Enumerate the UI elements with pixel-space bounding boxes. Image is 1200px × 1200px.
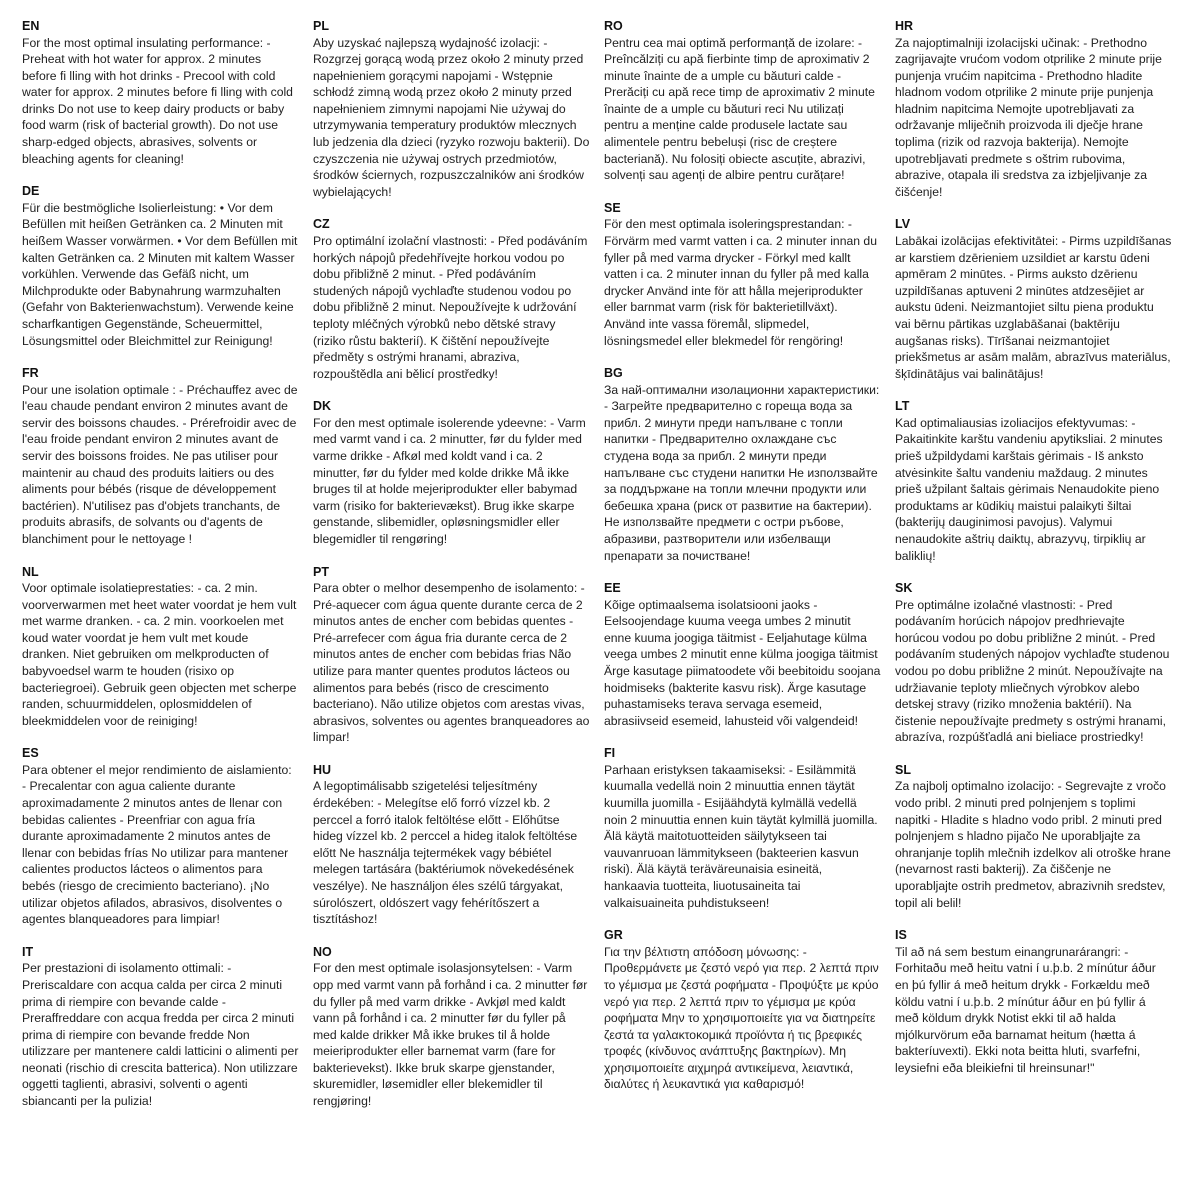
lang-block-ee [604, 580, 881, 729]
lang-text: За най-оптимални изолационни характеристики: - Загрейте предварително с гореща вода за прибл. 2 минути преди напълване с топли напитки - Предварително охлаждане със студена вода за прибл. 2 минути преди напълване със студени напитки Не използвайте за поддържане на топли млечни продукти или бебешка храна (риск от развитие на бактерии). Не използвайте предмети с остри ръбове, абразиви, разтворители или избелващи препарати за почистване! [604, 382, 880, 563]
lang-block-lv [895, 216, 1172, 382]
lang-block-hr [895, 18, 1172, 200]
lang-code: HR [895, 19, 914, 33]
lang-block-es [22, 745, 299, 927]
lang-code: HU [313, 762, 332, 777]
lang-code: CZ [313, 217, 330, 232]
column-4 [895, 18, 1186, 1200]
lang-text: Kõige optimaalsema isolatsiooni jaoks - Eelsoojendage kuuma veega umbes 2 minutit enne kuuma joogiga täitmist - Eeljahutage külma veega umbes 2 minutit enne külma joogiga täitmist Ärge kasutage piimatoodete või beebitoidu soojana hoidmiseks (bakterite kasvu risk). Ärge kasutage puhastamiseks terava servaga esemeid, abrasiivseid esemeid, lahusteid või valgendeid! [604, 597, 881, 728]
lang-code: PL [313, 19, 329, 33]
lang-text: Για την βέλτιστη απόδοση μόνωσης: - Προθερμάνετε με ζεστό νερό για περ. 2 λεπτά πριν το γέμισμα με ζεστά ροφήματα - Προψύξτε με κρύο νερό για περ. 2 λεπτά πριν το γέμισμα με κρύα ροφήματα Μην το χρησιμοποιείτε για να διατηρείτε ζεστά τα γαλακτοκομικά προϊόντα ή τις βρεφικές τροφές (κίνδυνος ανάπτυξης βακτηρίων). Μη χρησιμοποιείτε αιχμηρά αντικείμενα, λειαντικά, διαλύτες ή λευκαντικά για καθαρισμό! [604, 944, 879, 1092]
lang-text: Pre optimálne izolačné vlastnosti: - Pred podávaním horúcich nápojov predhrievajte horúcou vodou po dobu približne 2 minút. - Pred podávaním studených nápojov vychlaďte studenou vodou po dobu približne 2 minút. Nepoužívajte na udržiavanie teploty mliečnych výrobkov alebo detskej stravy (riziko množenia baktérií). Na čistenie nepoužívajte predmety s ostrými hranami, abrazíva, rozpúšťadlá ani bieliace prostriedky! [895, 597, 1170, 745]
lang-text: Per prestazioni di isolamento ottimali: - Preriscaldare con acqua calda per circa 2 minuti prima di riempire con bevande calde - Preraffreddare con acqua fredda per circa 2 minuti prima di riempire con bevande fredde Non utilizzare per mantenere caldi latticini o alimenti per neonati (rischio di crescita batterica). Non utilizzare oggetti taglienti, abrasivi, solventi o agenti sbiancanti per la pulizia! [22, 961, 299, 1109]
lang-text: Para obter o melhor desempenho de isolamento: - Pré-aquecer com água quente durante cerca de 2 minutos antes de encher com bebidas quentes - Pré-arrefecer com água fria durante cerca de 2 minutos antes de encher com bebidas frias Não utilize para manter quentes produtos lácteos ou alimentos para bebés (risco de crescimento bacteriano). Não utilize objetos com arestas vivas, abrasivos, solventes ou agentes branqueadores ao limpar! [313, 581, 590, 745]
lang-block-nl [22, 564, 299, 730]
column-2 [313, 18, 604, 1200]
lang-code: PT [313, 564, 329, 579]
lang-text: Pentru cea mai optimă performanță de izolare: - Preîncălziți cu apă fierbinte timp de aproximativ 2 minute înainte de a umple cu băuturi calde - Prerăciți cu apă rece timp de aproximativ 2 minute înainte de a umple cu băuturi reci Nu utilizați pentru a menține calde produsele lactate sau alimentele pentru bebeluși (risc de creștere bacteriană). Nu folosiți obiecte ascuțite, abrazivi, solvenți sau agenți de albire pentru curățare! [604, 35, 875, 183]
lang-code: IS [895, 928, 907, 943]
lang-block-dk [313, 398, 590, 547]
lang-text: Labākai izolācijas efektivitātei: - Pirms uzpildīšanas ar karstiem dzērieniem uzsildiet ar karstu ūdeni apmēram 2 minūtes. - Pirms auksto dzērienu uzpildīšanas aptuveni 2 minūtes atdzesējiet ar aukstu ūdeni. Neizmantojiet siltu piena produktu vai bērnu pārtikas uzglabāšanai (baktēriju augšanas risks). Tīrīšanai neizmantojiet priekšmetus ar asām malām, abrazīvus materiālus, šķīdinātājus vai balinātājus! [895, 233, 1172, 381]
lang-text: Za najoptimalniji izolacijski učinak: - Prethodno zagrijavajte vrućom vodom otprilike 2 minute prije punjenja vrućim napitcima - Prethodno hladite hladnom vodom otprilike 2 minute prije punjenja hladnim napitcima Nemojte upotrebljavati za održavanje mliječnih proizvoda ili dječje hrane toplima (rizik od razvoja bakterija). Nemojte upotrebljavati predmete s oštrim rubovima, abrazive, otapala ili sredstva za izbjeljivanje za čišćenje! [895, 35, 1162, 199]
lang-block-se [604, 200, 881, 349]
lang-text: Parhaan eristyksen takaamiseksi: - Esilämmitä kuumalla vedellä noin 2 minuuttia ennen täytät kuumilla juomilla - Esijäähdytä kylmällä vedellä noin 2 minuuttia ennen kuin täytät kylmillä juomilla. Älä käytä maitotuotteiden säilytykseen tai vauvanruoan lämmitykseen (bakteerien kasvun riski). Älä käytä teräväreunaisia esineitä, hankaavia tuotteita, liuotusaineita tai valkaisuaineita puhdistukseen! [604, 762, 878, 910]
lang-block-fi [604, 745, 881, 911]
lang-block-ro [604, 18, 881, 184]
lang-code: RO [604, 19, 623, 33]
lang-block-it [22, 944, 299, 1110]
lang-block-sk [895, 580, 1172, 746]
lang-text: Za najbolj optimalno izolacijo: - Segrevajte z vročo vodo pribl. 2 minuti pred polnjenjem s toplimi napitki - Hladite s hladno vodo pribl. 2 minuti pred polnjenjem s hladno pijačo Ne uporabljajte za ohranjanje toplih mlečnih izdelkov ali otroške hrane (nevarnost rasti bakterij). Za čiščenje ne uporabljajte ostrih predmetov, abrazivnih sredstev, topil ali belil! [895, 779, 1171, 910]
lang-block-bg [604, 365, 881, 564]
lang-block-is [895, 927, 1172, 1076]
lang-code: NO [313, 944, 332, 959]
lang-code: ES [22, 746, 39, 761]
lang-text: Für die bestmögliche Isolierleistung: • Vor dem Befüllen mit heißen Getränken ca. 2 Minuten mit heißem Wasser vorwärmen. • Vor dem Befüllen mit kalten Getränken ca. 2 Minuten mit kaltem Wasser vorkühlen. Verwende das Gefäß nicht, um Milchprodukte oder Babynahrung warmzuhalten (Gefahr von Bakterienwachstum). Verwende keine scharfkantigen Gegenstände, Scheuermittel, Lösungsmittel oder Bleichmittel zur Reinigung! [22, 200, 298, 348]
lang-code: IT [22, 944, 34, 959]
lang-text: Kad optimaliausias izoliacijos efektyvumas: - Pakaitinkite karštu vandeniu apytiksliai. 2 minutes prieš užpildydami karštais gėrimais - Iš anksto atvėsinkite šaltu vandeniu maždaug. 2 minutes prieš užpilant šaltais gėrimais Nenaudokite pieno produktams ar kūdikių maistui palaikyti šiltai (bakterijų dauginimosi pavojus). Valymui nenaudokite aštrių daiktų, abrazyvų, tirpiklių ar baliklių! [895, 415, 1163, 563]
lang-code: DK [313, 399, 332, 414]
lang-code: DE [22, 184, 40, 199]
lang-code: FI [604, 746, 616, 761]
lang-block-pl [313, 18, 590, 200]
lang-text: Aby uzyskać najlepszą wydajność izolacji: - Rozgrzej gorącą wodą przez około 2 minuty przed napełnieniem gorącymi napojami - Wstępnie schłodź zimną wodą przez około 2 minuty przed napełnieniem zimnymi napojami Nie używaj do utrzymywania temperatury produktów mlecznych lub jedzenia dla dzieci (ryzyko rozwoju bakterii). Do czyszczenia nie używaj ostrych przedmiotów, środków ściernych, rozpuszczalników ani środków wybielających! [313, 35, 590, 199]
lang-text: För den mest optimala isoleringsprestandan: - Förvärm med varmt vatten i ca. 2 minuter innan du fyller på med varma drycker - Förkyl med kallt vatten i ca. 2 minuter innan du fyller på med kalla drycker Använd inte för att hålla mejeriprodukter eller barnmat varm (risk för bakterietillväxt). Använd inte vassa föremål, slipmedel, lösningsmedel eller blekmedel för rengöring! [604, 217, 877, 348]
lang-code: NL [22, 564, 39, 579]
lang-code: GR [604, 928, 623, 943]
lang-block-fr [22, 365, 299, 547]
lang-code: EE [604, 581, 621, 596]
lang-text: For the most optimal insulating performance: - Preheat with hot water for approx. 2 minutes before fi lling with hot drinks - Precool with cold water for approx. 2 minutes before fi lling with cold drinks Do not use to keep dairy products or baby food warm (risk of bacterial growth). Do not use sharp-edged objects, abrasives, solvents or bleaching agents for cleaning! [22, 35, 293, 166]
lang-block-en [22, 18, 299, 167]
lang-block-lt [895, 398, 1172, 564]
column-3 [604, 18, 895, 1200]
lang-code: FR [22, 366, 39, 381]
lang-block-cz [313, 216, 590, 382]
lang-code: EN [22, 19, 40, 33]
lang-text: Til að ná sem bestum einangrunarárangri: - Forhitaðu með heitu vatni í u.þ.b. 2 mínútur áður en þú fyllir á með heitum drykk - Forkældu með köldu vatni í u.þ.b. 2 mínútur áður en þú fyllir á með köldum drykk Notist ekki til að halda mjólkurvörum eða barnamat heitum (hætta á bakteríuvexti). Ekki nota beitta hluti, svarfefni, leysiefni eða bleikiefni til hreinsunar!" [895, 944, 1156, 1075]
lang-text: Pro optimální izolační vlastnosti: - Před podáváním horkých nápojů předehřívejte horkou vodou po dobu přibližně 2 minut. - Před podáváním studených nápojů vychlaďte studenou vodou po dobu přibližně 2 minut. Nepoužívejte k udržování teploty mléčných výrobků nebo dětské stravy (riziko růstu bakterií). K čištění nepoužívejte předměty s ostrými hranami, abraziva, rozpouštědla ani bělicí prostředky! [313, 233, 588, 381]
lang-code: SE [604, 200, 621, 215]
lang-block-gr [604, 927, 881, 1093]
lang-code: SL [895, 762, 911, 777]
lang-block-hu [313, 762, 590, 928]
lang-block-no [313, 944, 590, 1110]
lang-text: For den mest optimale isolerende ydeevne: - Varm med varmt vand i ca. 2 minutter, før du fylder med varme drikke - Afkøl med koldt vand i ca. 2 minutter, før du fylder med kolde drikke Må ikke bruges til at holde mejeriprodukter eller babymad varm (risiko for bakterievækst). Brug ikke skarpe genstande, slibemidler, opløsningsmidler eller blegemidler til rengøring! [313, 415, 586, 546]
lang-text: Pour une isolation optimale : - Préchauffez avec de l'eau chaude pendant environ 2 minutes avant de servir des boissons chaudes. - Prérefroidir avec de l'eau froide pendant environ 2 minutes avant de servir des boissons froides. Ne pas utiliser pour maintenir au chaud des produits laitiers ou des aliments pour bébés (risque de développement bactérien). N'utilisez pas d'objets tranchants, de produits abrasifs, de solvants ou d'agents de blanchiment pour le nettoyage ! [22, 382, 298, 546]
lang-code: SK [895, 581, 913, 596]
lang-code: BG [604, 366, 623, 381]
lang-block-pt [313, 564, 590, 746]
lang-text: For den mest optimale isolasjonsytelsen: - Varm opp med varmt vann på forhånd i ca. 2 minutter før du fyller på med varm drikke - Avkjøl med kaldt vann på forhånd i ca. 2 minutter før du fyller på med kalde drikker Må ikke brukes til å holde meieriprodukter eller barnemat varm (fare for bakterievekst). Ikke bruk skarpe gjenstander, skuremidler, løsemidler eller blekemidler til rengjøring! [313, 961, 588, 1109]
lang-text: Voor optimale isolatieprestaties: - ca. 2 min. voorverwarmen met heet water voordat je hem vult met warme dranken. - ca. 2 min. voorkoelen met koud water voordat je hem vult met koude dranken. Niet gebruiken om melkproducten of babyvoedsel warm te houden (risixo op bacteriegroei). Gebruik geen objecten met scherpe randen, schuurmiddelen, oplosmiddelen of bleekmiddelen voor de reiniging! [22, 581, 297, 728]
lang-code: LT [895, 399, 910, 414]
column-1 [22, 18, 313, 1200]
lang-text: A legoptimálisabb szigetelési teljesítmény érdekében: - Melegítse elő forró vízzel kb. 2 perccel a forró italok feltöltése előtt - Előhűtse hideg vízzel kb. 2 perccel a hideg italok feltöltése előtt Ne használja tejtermékek vagy bébiétel melegen tartására (baktériumok növekedésének veszélye). Ne használjon éles szélű tárgyakat, súrolószert, oldószert vagy fehérítőszert a tisztításhoz! [313, 779, 578, 927]
lang-block-sl [895, 762, 1172, 911]
lang-code: LV [895, 217, 911, 232]
lang-text: Para obtener el mejor rendimiento de aislamiento: - Precalentar con agua caliente durante aproximadamente 2 minutos antes de llenar con bebidas calientes - Preenfriar con agua fría durante aproximadamente 2 minutos antes de llenar con bebidas frías No utilizar para mantener calientes productos lácteos o alimentos para bebés (riesgo de crecimiento bacteriano). ¡No utilizar objetos afilados, abrasivos, disolventes o agentes blanqueadores para limpiar! [22, 762, 292, 927]
lang-block-de [22, 183, 299, 349]
